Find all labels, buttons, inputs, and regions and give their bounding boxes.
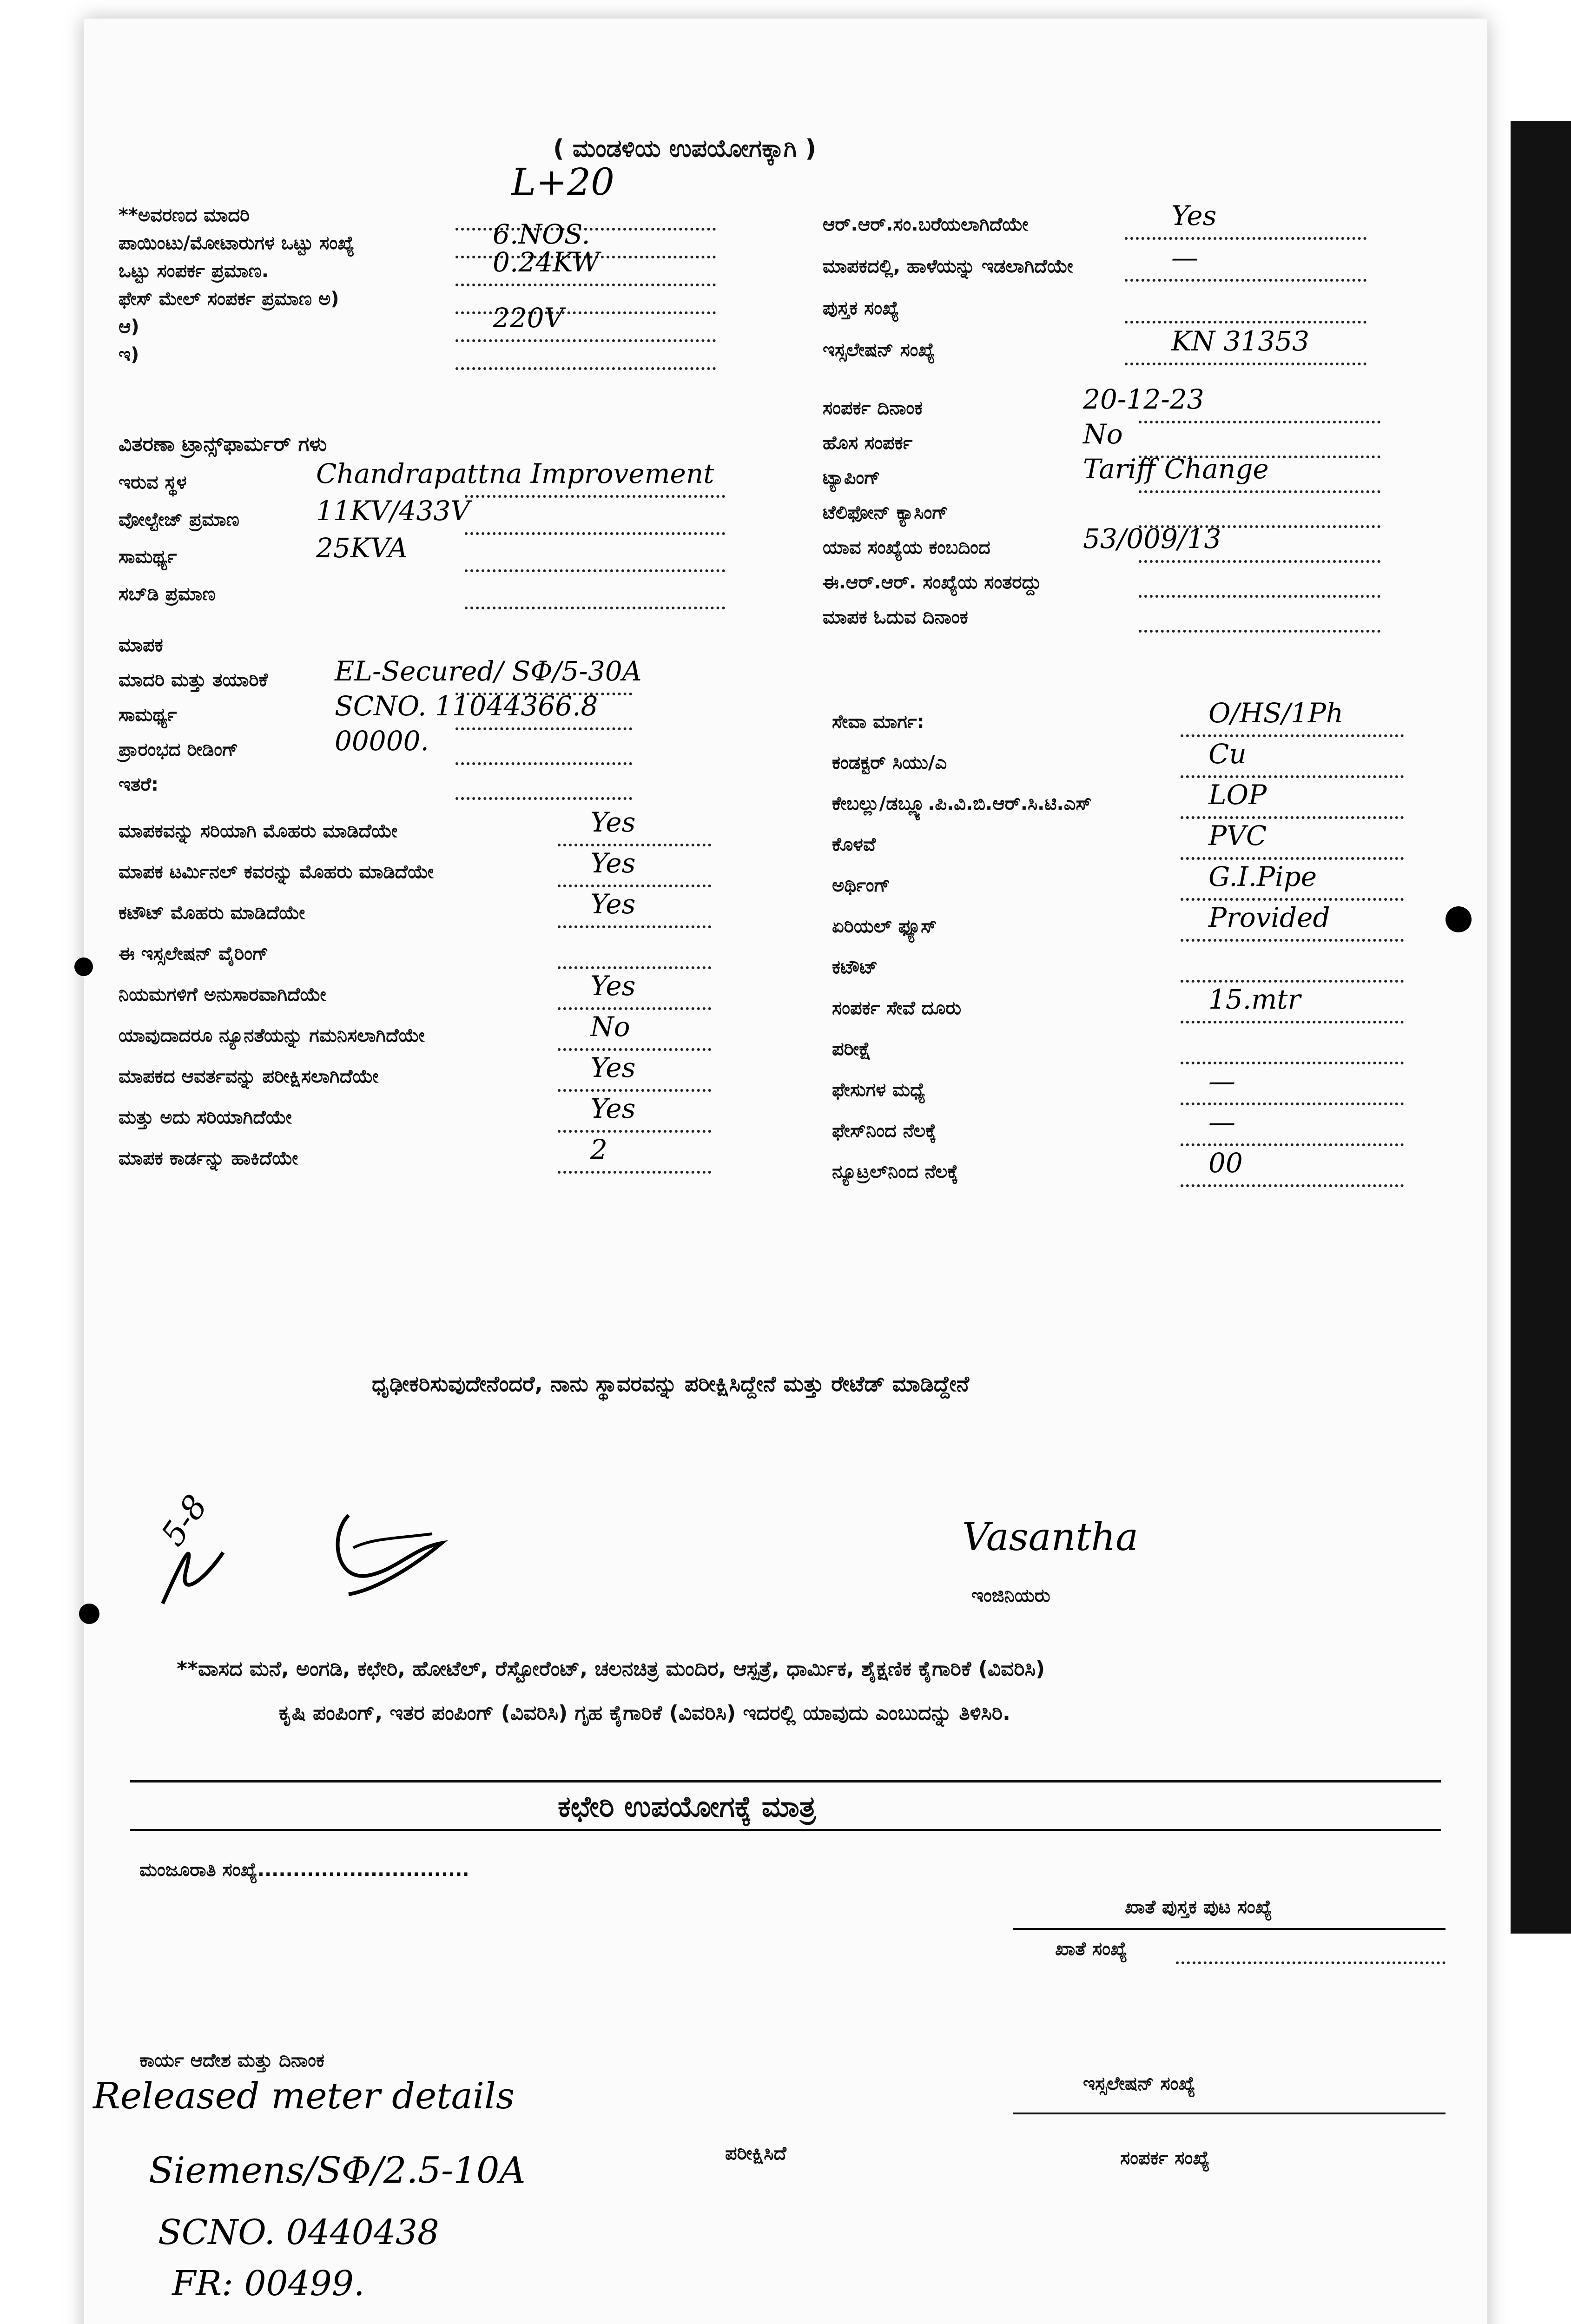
meter-field-label: ಪ್ರಾರಂಭದ ರೀಡಿಂಗ್ [119,739,238,760]
right-mid-field-dotted-line [1139,630,1380,633]
officer-signature [153,1478,479,1618]
meter-field-value: 00000. [335,725,429,757]
service-field-label: ಸಂಪರ್ಕ ಸೇವೆ ದೂರು [832,997,962,1019]
transformer-field-value: 25KVA [316,532,408,564]
service-field-label: ಕೇಬಲ್ಲು/ಡಬ್ಲ್ಯೂ.ಪಿ.ವಿ.ಬಿ.ಆರ್.ಸಿ.ಟಿ.ಎಸ್ [832,793,1092,814]
service-field-label: ಕಂಡಕ್ಟರ್ ಸಿಯು/ಎ [832,752,947,773]
service-field-dotted-line [1181,775,1404,778]
left-top-field-value: 0.24KW [493,246,600,278]
check-field-label: ಯಾವುದಾದರೂ ನ್ಯೂನತೆಯನ್ನು ಗಮನಿಸಲಾಗಿದೆಯೇ [119,1025,425,1046]
right-mid-field-value: 53/009/13 [1083,523,1221,555]
right-mid-field-dotted-line [1139,560,1380,563]
account-no: ಖಾತೆ ಸಂಖ್ಯೆ [1055,1938,1128,1960]
check-field-value: Yes [590,847,636,879]
right-top-field-label: ಪುಸ್ತಕ ಸಂಖ್ಯೆ [823,297,899,319]
check-field-label: ಮಾಪಕ ಟರ್ಮಿನಲ್ ಕವರನ್ನು ಮೊಹರು ಮಾಡಿದೆಯೇ [119,861,434,883]
date-mark: 5-8 [153,1488,215,1553]
meter-field-label: ಇತರೆ: [119,774,158,795]
service-field-label: ಫೇಸುಗಳ ಮಧ್ಯೆ [832,1079,926,1101]
released-meter-line-2: Siemens/SΦ/2.5-10A [149,2150,526,2192]
service-field-label: ಕೊಳವೆ [832,834,876,855]
service-field-dotted-line [1181,1184,1404,1187]
service-field-label: ಏರಿಯಲ್ ಫ್ಯೂಸ್ [832,916,937,937]
check-field-dotted-line [558,925,711,928]
transformer-field-dotted-line [465,495,725,498]
right-top-field-dotted-line [1125,279,1366,282]
checked-label: ಪರೀಕ್ಷಿಸಿದೆ [725,2143,786,2164]
office-heading: ಕಛೇರಿ ಉಪಯೋಗಕ್ಕೆ ಮಾತ್ರ [558,1789,816,1823]
header-annotation: L+20 [511,160,614,204]
service-field-value: O/HS/1Ph [1208,697,1344,729]
check-field-value: 2 [590,1134,607,1165]
service-field-dotted-line [1181,1021,1404,1023]
account-no-dots [1176,1961,1446,1964]
service-field-dotted-line [1181,1103,1404,1105]
check-field-label: ಮತ್ತು ಅದು ಸರಿಯಾಗಿದೆಯೇ [119,1107,292,1128]
released-meter-line-3: SCNO. 0440438 [158,2212,440,2252]
service-field-dotted-line [1181,898,1404,901]
service-field-label: ಸೇವಾ ಮಾರ್ಗ: [832,711,924,733]
service-field-label: ನ್ಯೂಟ್ರಲ್‌ನಿಂದ ನೆಲಕ್ಕೆ [832,1161,958,1182]
service-field-value: — [1208,1106,1235,1138]
left-top-field-label: ಒಟ್ಟು ಸಂಪರ್ಕ ಪ್ರಮಾಣ. [119,260,269,282]
service-field-label: ಫೇಸ್‌ನಿಂದ ನೆಲಕ್ಕೆ [832,1120,937,1142]
service-field-dotted-line [1181,939,1404,942]
certification-text: ಧೃಢೀಕರಿಸುವುದೇನೆಂದರೆ, ನಾನು ಸ್ಥಾವರವನ್ನು ಪರೀಕ್ಷಿಸಿದ್ದೇನೆ ಮತ್ತು ರೇಟೆಡ್ ಮಾಡಿದ್ದೇನೆ [372,1371,970,1396]
left-top-field-label: ಇ) [119,344,139,365]
transformer-field-label: ಸಾಮರ್ಥ್ಯ [119,546,177,568]
service-field-value: LOP [1208,779,1267,811]
service-field-value: Cu [1208,738,1247,770]
service-field-dotted-line [1181,1062,1404,1064]
transformer-field-dotted-line [465,532,725,535]
check-field-label: ಈ ಇಸ್ಸಲೇಷನ್ ವೈರಿಂಗ್ [119,943,269,964]
service-field-value: 00 [1208,1147,1243,1179]
office-top-rule [130,1780,1441,1783]
transformer-field-label: ವೋಲ್ಟೇಜ್ ಪ್ರಮಾಣ [119,509,239,530]
transformer-field-dotted-line [465,607,725,609]
ledger-page-no: ಖಾತೆ ಪುಸ್ತಕ ಪುಟ ಸಂಖ್ಯೆ [1125,1896,1272,1918]
transformer-field-label: ಇರುವ ಸ್ಥಳ [119,472,187,493]
service-field-dotted-line [1181,980,1404,983]
check-field-label: ನಿಯಮಗಳಿಗೆ ಅನುಸಾರವಾಗಿದೆಯೇ [119,984,326,1005]
meter-field-dotted-line [455,762,632,765]
right-top-field-value: — [1171,242,1198,273]
check-field-value: No [590,1011,630,1043]
service-field-dotted-line [1181,816,1404,819]
left-top-field-label: **ಅವರಣದ ಮಾದರಿ [119,205,250,226]
right-mid-field-label: ಈ.ಆರ್.ಆರ್. ಸಂಖ್ಯೆಯ ಸಂತರದ್ದು [823,572,1042,593]
engineer-signature: Vasantha [962,1515,1139,1559]
installation-rule [1013,2113,1446,2114]
meter-field-value: EL-Secured/ SΦ/5-30A [335,655,642,687]
right-mid-field-label: ಹೊಸ ಸಂಪರ್ಕ [823,432,913,454]
service-field-label: ಅರ್ಥಿಂಗ್ [832,875,891,896]
punch-hole-left-2 [79,1604,99,1624]
meter-field-label: ಸಾಮರ್ಥ್ಯ [119,704,177,726]
right-top-field-value: KN 31353 [1171,325,1310,357]
meter-field-dotted-line [455,797,632,800]
right-mid-field-dotted-line [1139,595,1380,598]
transformer-heading: ವಿತರಣಾ ಟ್ರಾನ್ಸ್‌ಫಾರ್ಮರ್ ಗಳು [119,432,327,456]
transformer-field-value: Chandrapattna Improvement [316,458,714,489]
check-field-value: Yes [590,806,636,838]
transformer-field-dotted-line [465,569,725,572]
check-field-dotted-line [558,885,711,887]
released-meter-line-1: Released meter details [93,2075,515,2117]
left-top-field-value: 220V [493,302,564,334]
left-top-field-label: ಪಾಯಿಂಟು/ಮೋಟಾರುಗಳ ಒಟ್ಟು ಸಂಖ್ಯೆ [119,232,355,254]
service-field-value: — [1208,1065,1235,1097]
right-top-field-dotted-line [1125,363,1366,365]
right-top-field-value: Yes [1171,200,1217,231]
scan-edge [1511,121,1571,1934]
right-top-field-label: ಇಸ್ಸಲೇಷನ್ ಸಂಖ್ಯೆ [823,339,935,361]
check-field-value: Yes [590,1093,636,1124]
service-field-dotted-line [1181,857,1404,860]
engineer-label: ಇಂಜಿನಿಯರು [971,1585,1050,1606]
right-mid-field-label: ಯಾವ ಸಂಖ್ಯೆಯ ಕಂಬದಿಂದ [823,537,990,558]
right-top-field-label: ಮಾಪಕದಲ್ಲಿ, ಹಾಳೆಯನ್ನು ಇಡಲಾಗಿದೆಯೇ [823,256,1073,277]
punch-hole-left [74,957,93,976]
right-mid-field-dotted-line [1139,421,1380,423]
right-mid-field-value: 20-12-23 [1083,383,1204,415]
right-top-field-dotted-line [1125,321,1366,324]
service-field-value: Provided [1208,902,1330,933]
check-field-dotted-line [558,966,711,969]
right-top-field-dotted-line [1125,237,1366,240]
connection-no: ಸಂಪರ್ಕ ಸಂಖ್ಯೆ [1120,2147,1210,2169]
service-field-label: ಕಟೌಟ್ [832,957,878,978]
service-field-value: G.I.Pipe [1208,861,1317,892]
check-field-label: ಮಾಪಕ ಕಾರ್ಡನ್ನು ಹಾಕಿದೆಯೇ [119,1148,298,1169]
check-field-dotted-line [558,1048,711,1051]
service-field-value: 15.mtr [1208,984,1301,1015]
left-top-field-label: ಫೇಸ್ ಮೇಲ್ ಸಂಪರ್ಕ ಪ್ರಮಾಣ ಅ) [119,288,339,310]
office-heading-rule [130,1829,1441,1831]
check-field-value: Yes [590,888,636,920]
left-top-field-value: 6.NOS. [493,218,590,250]
check-field-dotted-line [558,1171,711,1174]
check-field-dotted-line [558,1007,711,1010]
right-mid-field-label: ಟ್ಯಾಪಿಂಗ್ [823,467,880,489]
ledger-rule [1013,1928,1446,1930]
right-top-field-label: ಆರ್.ಆರ್.ಸಂ.ಬರೆಯಲಾಗಿದೆಯೇ [823,214,1029,235]
check-field-dotted-line [558,1089,711,1092]
check-field-label: ಮಾಪಕವನ್ನು ಸರಿಯಾಗಿ ಮೊಹರು ಮಾಡಿದೆಯೇ [119,820,397,842]
right-mid-field-label: ಸಂಪರ್ಕ ದಿನಾಂಕ [823,397,923,419]
right-mid-field-value: No [1083,418,1123,450]
check-field-value: Yes [590,1052,636,1083]
right-mid-field-dotted-line [1139,490,1380,493]
check-field-dotted-line [558,844,711,846]
meter-field-dotted-line [455,727,632,730]
right-mid-field-label: ಟೆಲಿಫೋನ್ ಕ್ಯಾಸಿಂಗ್ [823,502,948,523]
right-mid-field-value: Tariff Change [1083,453,1269,485]
sanction-no: ಮಂಜೂರಾತಿ ಸಂಖ್ಯೆ.............................. [139,1859,469,1881]
check-field-value: Yes [590,970,636,1002]
footnote-line-2: ಕೃಷಿ ಪಂಪಿಂಗ್, ಇತರ ಪಂಪಿಂಗ್ (ವಿವರಿಸಿ) ಗೃಹ ಕೈಗಾರಿಕೆ (ವಿವರಿಸಿ) ಇದರಲ್ಲಿ ಯಾವುದು ಎಂಬುದನ್ನು ತಿಳಿಸಿರಿ. [279,1701,1010,1725]
right-mid-field-label: ಮಾಪಕ ಓದುವ ದಿನಾಂಕ [823,607,968,628]
service-field-value: PVC [1208,820,1267,852]
check-field-label: ಕಟೌಟ್ ಮೊಹರು ಮಾಡಿದೆಯೇ [119,902,305,924]
transformer-field-value: 11KV/433V [316,495,470,527]
meter-field-value: SCNO. 11044366.8 [335,690,598,722]
form-title: ( ಮಂಡಳಿಯ ಉಪಯೋಗಕ್ಕಾಗಿ ) [553,135,817,163]
left-top-field-dotted-line [455,367,716,370]
footnote-line-1: **ವಾಸದ ಮನೆ, ಅಂಗಡಿ, ಕಛೇರಿ, ಹೋಟೆಲ್, ರೆಸ್ಟೋರೆಂಟ್, ಚಲನಚಿತ್ರ ಮಂದಿರ, ಆಸ್ಪತ್ರೆ, ಧಾರ್ಮಿಕ, ಶೈಕ್ಷಣಿಕ ಕೈಗಾರಿಕೆ (ವಿವರಿಸಿ) [177,1657,1045,1681]
installation-no: ಇಸ್ಸಲೇಷನ್ ಸಂಖ್ಯೆ [1083,2073,1195,2094]
service-field-dotted-line [1181,734,1404,737]
service-field-dotted-line [1181,1143,1404,1146]
check-field-dotted-line [558,1130,711,1133]
transformer-field-label: ಸಬ್‌ಡಿ ಪ್ರಮಾಣ [119,583,216,605]
service-field-label: ಪರೀಕ್ಷೆ [832,1038,871,1060]
released-meter-line-4: FR: 00499. [172,2264,365,2304]
check-field-label: ಮಾಪಕದ ಆವರ್ತವನ್ನು ಪರೀಕ್ಷಿಸಲಾಗಿದೆಯೇ [119,1066,379,1087]
left-top-field-dotted-line [455,339,716,342]
meter-heading: ಮಾಪಕ [119,634,163,656]
left-top-field-label: ಆ) [119,316,139,337]
work-order: ಕಾರ್ಯ ಆದೇಶ ಮತ್ತು ದಿನಾಂಕ [139,2050,325,2071]
left-top-field-dotted-line [455,284,716,286]
meter-field-label: ಮಾದರಿ ಮತ್ತು ತಯಾರಿಕೆ [119,669,268,691]
punch-hole-right [1446,906,1472,932]
